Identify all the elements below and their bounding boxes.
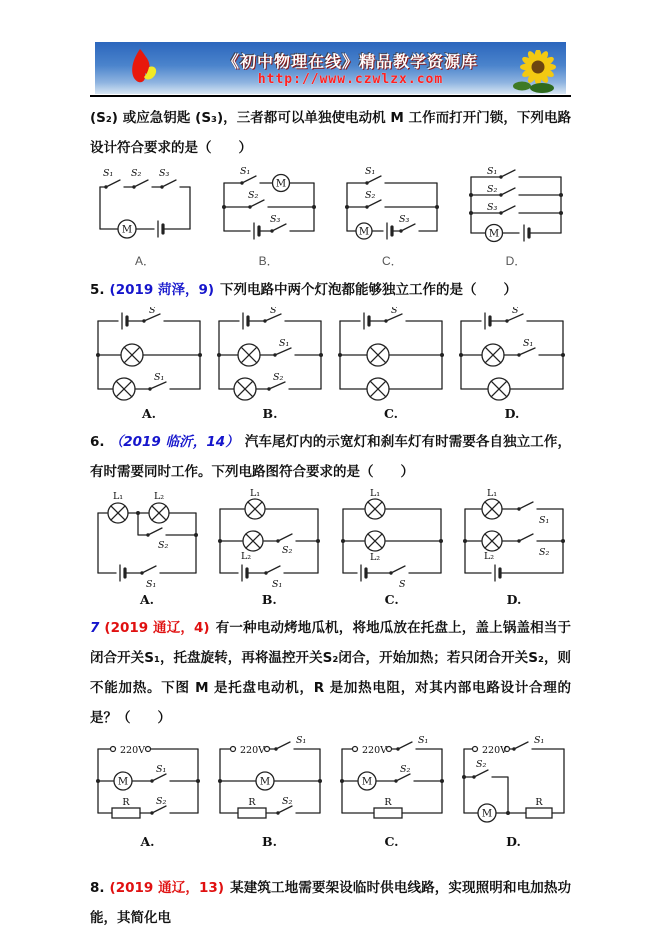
switch-label: S₁ bbox=[418, 735, 429, 746]
circuit-diagram bbox=[211, 307, 329, 403]
wires bbox=[218, 499, 320, 581]
option-label: A. bbox=[141, 406, 157, 421]
circuit-diagram bbox=[461, 165, 571, 249]
option-label: C. bbox=[384, 834, 399, 849]
banner-text bbox=[95, 49, 566, 87]
site-logo-icon bbox=[121, 46, 165, 94]
motor-label: M bbox=[117, 776, 129, 788]
question-cite: (2019 菏泽，9) bbox=[109, 282, 215, 298]
option-label: B． bbox=[258, 254, 279, 268]
resistor-icon bbox=[112, 808, 140, 818]
page-content bbox=[90, 0, 571, 933]
resistor-label: R bbox=[248, 797, 256, 808]
circuit-diagram bbox=[90, 735, 205, 831]
question-5-options-row bbox=[90, 307, 571, 421]
option-label: C. bbox=[384, 592, 399, 607]
switch-label: S₁ bbox=[156, 764, 167, 775]
switch-label: S₁ bbox=[103, 168, 114, 179]
switch-label: S₂ bbox=[282, 545, 293, 556]
wires bbox=[98, 503, 198, 581]
circuit-diagram bbox=[456, 735, 571, 831]
option-label: B. bbox=[262, 834, 277, 849]
circuit-option-a bbox=[90, 165, 200, 269]
circuit-diagram bbox=[212, 489, 326, 589]
circuit-diagram bbox=[212, 735, 327, 831]
labels bbox=[103, 168, 170, 236]
voltage-label: 220V bbox=[120, 745, 145, 756]
wires bbox=[217, 313, 323, 400]
voltage-label: 220V bbox=[482, 745, 507, 756]
circuit-diagram bbox=[337, 165, 447, 249]
switch-label: S bbox=[391, 307, 398, 316]
lamp-label: L₁ bbox=[250, 489, 261, 499]
wires bbox=[459, 313, 565, 400]
circuit-diagram bbox=[335, 489, 449, 589]
question-8-text: 8. (2019 通辽，13) 某建筑工地需要架设临时供电线路，实现照明和电加热功能，其简化电 bbox=[90, 880, 572, 926]
question-cite: （2019 临沂，14） bbox=[109, 434, 239, 450]
switch-label: S₃ bbox=[269, 214, 280, 225]
voltage-label: 220V bbox=[240, 745, 265, 756]
switch-label: S₂ bbox=[247, 190, 258, 201]
terminal-icon bbox=[265, 747, 270, 752]
lamp-label: L₁ bbox=[486, 489, 498, 499]
question-number: 8. bbox=[90, 880, 105, 896]
wires bbox=[338, 313, 444, 400]
switch-label: S₁ bbox=[154, 372, 165, 383]
switch-label: S₂ bbox=[486, 184, 498, 195]
motor-label: M bbox=[359, 226, 370, 238]
option-label: D. bbox=[506, 592, 522, 607]
switch-label: S₁ bbox=[146, 579, 157, 589]
switch-label: S₁ bbox=[365, 166, 376, 177]
switch-label: S₂ bbox=[282, 796, 293, 807]
question-number: 7 bbox=[90, 620, 100, 636]
question-7-text: 7 (2019 通辽，4) 有一种电动烤地瓜机，将地瓜放在托盘上，盖上锅盖相当于闭合开关S₁，托盘旋转，再将温控开关S₂闭合，开始加热；若只闭合开关S₂，则不能加热。下图 M 是托盘电动机，R 是加热电阻，对其内部电路设计合理的是？（ ） bbox=[90, 620, 571, 726]
question-6-options-row bbox=[90, 489, 571, 607]
motor-label: M bbox=[481, 808, 493, 820]
sunflower-icon bbox=[512, 50, 558, 94]
voltage-label: 220V bbox=[362, 745, 387, 756]
header-divider bbox=[90, 95, 571, 97]
circuit-option-c bbox=[334, 735, 449, 849]
circuit-diagram-parallel bbox=[214, 165, 324, 249]
option-label: B. bbox=[262, 406, 278, 421]
circuit-option-b bbox=[212, 489, 326, 607]
site-banner bbox=[95, 42, 566, 94]
resistor-label: R bbox=[384, 797, 392, 808]
question-number: 6. bbox=[90, 434, 105, 450]
wires bbox=[96, 313, 202, 400]
motor-label: M bbox=[275, 178, 286, 190]
option-label: A． bbox=[134, 254, 155, 268]
terminal-icon bbox=[353, 747, 358, 752]
circuit-diagram bbox=[90, 307, 208, 403]
circuit-option-d bbox=[461, 165, 571, 269]
switch-label: S₁ bbox=[296, 735, 307, 746]
switch-label: S₂ bbox=[273, 372, 284, 383]
wires bbox=[100, 180, 190, 238]
motor-label: M bbox=[488, 228, 500, 240]
resistor-icon bbox=[374, 808, 402, 818]
circuit-option-a bbox=[90, 307, 208, 421]
wires bbox=[341, 499, 443, 581]
switch-label: S₂ bbox=[365, 190, 376, 201]
switch-label: S₂ bbox=[158, 540, 169, 551]
wires bbox=[469, 170, 563, 242]
circuit-option-b bbox=[212, 735, 327, 849]
switch-label: S₁ bbox=[534, 735, 545, 746]
wires bbox=[96, 747, 200, 819]
wires bbox=[463, 499, 565, 581]
question-5-text: 5. (2019 菏泽，9) 下列电路中两个灯泡都能够独立工作的是（ ） bbox=[90, 282, 518, 298]
circuit-diagram bbox=[453, 307, 571, 403]
terminal-icon bbox=[231, 747, 236, 752]
terminal-icon bbox=[111, 747, 116, 752]
circuit-diagram bbox=[332, 307, 450, 403]
circuit-option-c bbox=[332, 307, 450, 421]
question-7-options-row bbox=[90, 735, 571, 849]
switch-label: S₃ bbox=[159, 168, 170, 179]
switch-label: S₁ bbox=[279, 338, 290, 349]
switch-label: S₃ bbox=[486, 202, 498, 213]
switch-label: S₁ bbox=[272, 579, 283, 589]
circuit-diagram bbox=[457, 489, 571, 589]
question-4-options-row bbox=[90, 165, 571, 269]
terminal-icon bbox=[146, 747, 151, 752]
circuit-diagram bbox=[90, 489, 204, 589]
switch-label: S bbox=[149, 307, 156, 316]
circuit-option-d bbox=[453, 307, 571, 421]
switch-label: S₁ bbox=[486, 166, 498, 177]
option-label: A. bbox=[139, 592, 155, 607]
lamp-label: L₁ bbox=[369, 489, 380, 499]
switch-label: S₁ bbox=[523, 338, 534, 349]
motor-label: M bbox=[361, 776, 373, 788]
switch-label: S bbox=[270, 307, 277, 316]
resistor-label: R bbox=[122, 797, 130, 808]
switch-label: S₂ bbox=[156, 796, 167, 807]
lamp-label: L₂ bbox=[153, 491, 165, 502]
circuit-diagram-series bbox=[90, 165, 200, 249]
lamp-label: L₂ bbox=[369, 552, 380, 563]
question-cite: (2019 通辽，13) bbox=[109, 880, 224, 896]
circuit-option-b bbox=[211, 307, 329, 421]
resistor-icon bbox=[238, 808, 266, 818]
motor-label: M bbox=[121, 224, 133, 236]
resistor-icon bbox=[526, 808, 552, 818]
wires bbox=[462, 742, 564, 822]
switch-label: S₁ bbox=[538, 515, 550, 526]
switch-label: S bbox=[398, 579, 406, 589]
terminal-icon bbox=[387, 747, 392, 752]
switch-label: S₂ bbox=[538, 547, 550, 558]
circuit-option-a bbox=[90, 735, 205, 849]
circuit-option-d bbox=[456, 735, 571, 849]
terminal-icon bbox=[473, 747, 478, 752]
option-label: A. bbox=[140, 834, 155, 849]
circuit-option-b bbox=[214, 165, 324, 269]
question-4-text: (S₂) 或应急钥匙 (S₃)，三者都可以单独使电动机 M 工作而打开门锁，下列电路设计符合要求的是（ ） bbox=[90, 110, 571, 156]
circuit-option-d bbox=[457, 489, 571, 607]
circuit-option-c bbox=[335, 489, 449, 607]
circuit-diagram bbox=[334, 735, 449, 831]
question-6-text: 6. （2019 临沂，14） 汽车尾灯内的示宽灯和刹车灯有时需要各自独立工作，有时需要同时工作。下列电路图符合要求的是（ ） bbox=[90, 434, 571, 480]
site-url[interactable]: http://www.czwlzx.com bbox=[257, 72, 444, 87]
resistor-label: R bbox=[535, 797, 543, 808]
option-label: D. bbox=[504, 406, 520, 421]
option-label: C． bbox=[381, 254, 403, 268]
switch-label: S₂ bbox=[400, 764, 411, 775]
option-label: C. bbox=[383, 406, 399, 421]
lamp-label: L₁ bbox=[112, 491, 124, 502]
lamp-label: L₂ bbox=[241, 551, 252, 562]
site-title: 《初中物理在线》精品教学资源库 bbox=[222, 52, 478, 71]
question-number: 5. bbox=[90, 282, 105, 298]
switch-label: S₃ bbox=[399, 214, 410, 225]
circuit-option-a bbox=[90, 489, 204, 607]
lamp-label: L₂ bbox=[483, 551, 495, 562]
switch-label: S bbox=[512, 307, 519, 316]
switch-label: S₂ bbox=[476, 759, 487, 770]
switch-label: S₂ bbox=[131, 168, 142, 179]
option-label: D. bbox=[506, 834, 521, 849]
circuit-option-c bbox=[337, 165, 447, 269]
option-label: B. bbox=[261, 592, 277, 607]
option-label: D． bbox=[505, 254, 527, 268]
motor-label: M bbox=[259, 776, 271, 788]
wires bbox=[340, 742, 444, 818]
switch-label: S₁ bbox=[239, 166, 250, 177]
question-cite: (2019 通辽，4) bbox=[104, 620, 210, 636]
wires bbox=[222, 175, 316, 240]
